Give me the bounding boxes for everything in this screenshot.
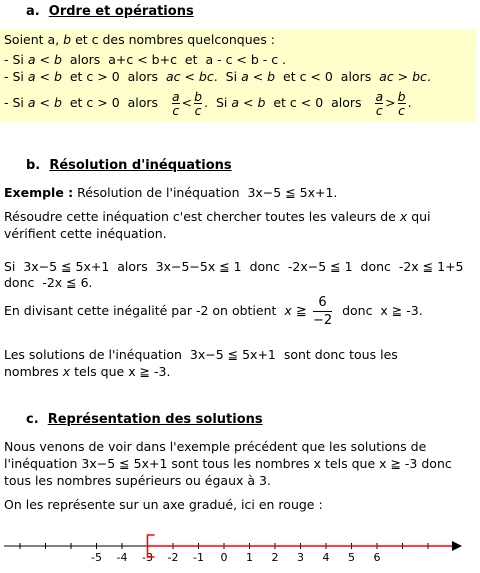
solutions-line-1: Les solutions de l'inéquation 3x−5 ≦ 5x+1 sont donc tous les [4, 347, 398, 362]
tick-label: -3 [142, 551, 153, 564]
section-title: Représentation des solutions [47, 412, 263, 427]
steps-line-1: Si 3x−5 ≦ 5x+1 alors 3x−5−5x ≦ 1 donc -2x−5 ≦ 1 donc -2x ≦ 1+5 [4, 259, 464, 274]
arrow-head-icon [452, 541, 462, 551]
steps-line-2: donc -2x ≦ 6. [4, 275, 93, 290]
section-title: Ordre et opérations [48, 4, 194, 19]
fraction: $\frac{b}{c}$ [397, 89, 406, 118]
divide-line: En divisant cette inégalité par -2 on obtient x ≧ $\frac{6}{-2}$ donc x ≧ -3. [4, 295, 423, 328]
tick-label: -4 [116, 551, 128, 564]
rule-3: - Si a < b et c > 0 alors $\frac{a}{c}$ < $\frac{b}{c}$ . Si a < b et c < 0 alors $\frac{a}{c}$ > $\frac{b}{c}$ . [4, 89, 412, 118]
rule-2: - Si a < b et c > 0 alors ac < bc. Si a < b et c < 0 alors ac > bc. [4, 69, 431, 84]
tick-label: 5 [348, 551, 355, 564]
tick-label: -2 [167, 551, 179, 564]
tick-label: 3 [297, 551, 304, 564]
section-letter: c. [26, 412, 39, 427]
fraction: $\frac{6}{-2}$ [312, 295, 333, 328]
tick-label: 0 [220, 551, 228, 564]
rule-1: - Si a < b alors a+c < b+c et a - c < b - c . [4, 52, 287, 67]
representation-line-3: tous les nombres supérieurs ou égaux à 3. [4, 473, 271, 488]
explain-line-1: Résoudre cette inéquation c'est chercher toutes les valeurs de x qui [4, 209, 431, 224]
section-b-heading [26, 158, 232, 174]
section-a-heading [26, 4, 194, 20]
tick-label: 1 [246, 551, 253, 564]
example-line: Exemple : Résolution de l'inéquation 3x−5 ≦ 5x+1. [4, 185, 338, 200]
fraction: $\frac{a}{c}$ [375, 89, 384, 118]
tick-label: -1 [193, 551, 204, 564]
fraction: $\frac{a}{c}$ [171, 89, 180, 118]
tick-label: 4 [322, 551, 330, 564]
intro-line: Soient a, b et c des nombres quelconques : [4, 32, 276, 47]
section-title: Résolution d'inéquations [49, 158, 232, 173]
tick-label: 6 [373, 551, 381, 564]
section-letter: a. [26, 4, 40, 19]
number-line [0, 525, 480, 573]
fraction: $\frac{b}{c}$ [194, 89, 203, 118]
explain-line-2: vérifient cette inéquation. [4, 226, 167, 241]
section-c-heading [26, 412, 263, 428]
section-letter: b. [26, 158, 41, 173]
tick-label: 2 [271, 551, 279, 564]
representation-line-1: Nous venons de voir dans l'exemple précédent que les solutions de [4, 439, 427, 454]
tick-label: -5 [91, 551, 102, 564]
representation-line-4: On les représente sur un axe gradué, ici en rouge : [4, 497, 323, 512]
representation-line-2: l'inéquation 3x−5 ≦ 5x+1 sont tous les nombres x tels que x ≧ -3 donc [4, 456, 452, 471]
solutions-line-2: nombres x tels que x ≧ -3. [4, 364, 171, 379]
